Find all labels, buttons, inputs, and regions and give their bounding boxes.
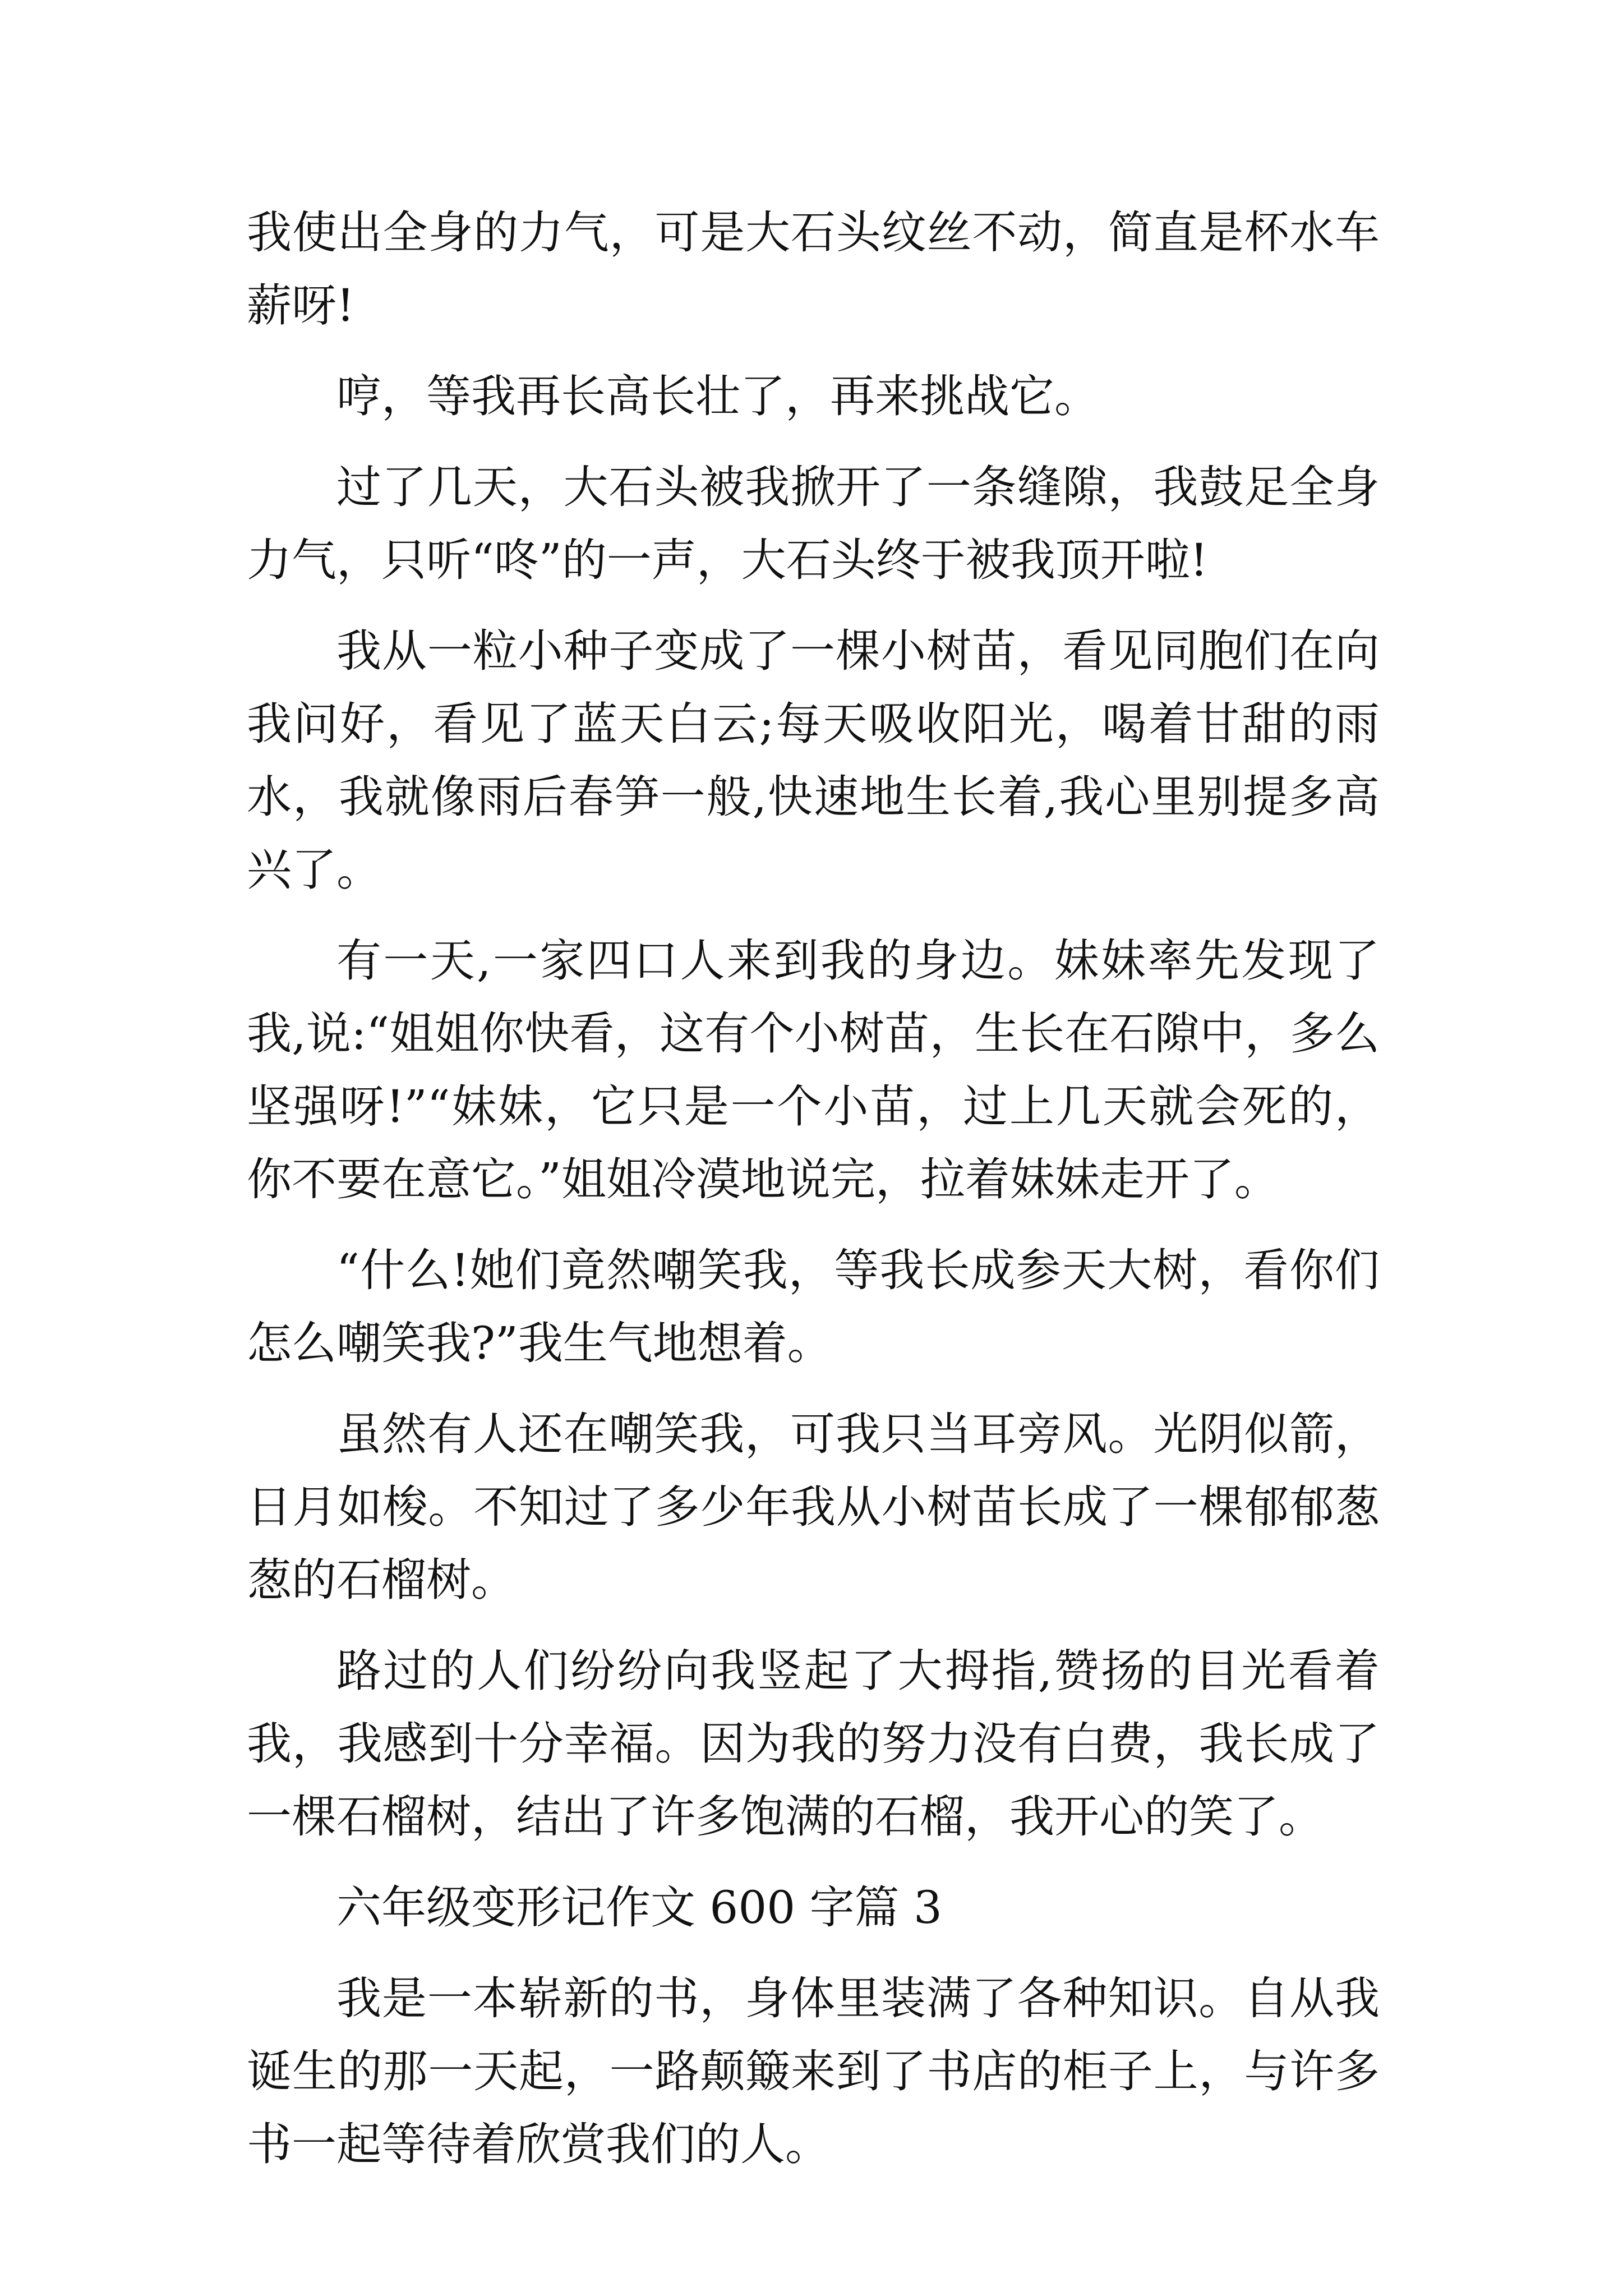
paragraph: 我使出全身的力气，可是大石头纹丝不动，简直是杯水车薪呀! — [247, 206, 1380, 332]
paragraph: 虽然有人还在嘲笑我，可我只当耳旁风。光阴似箭，日月如梭。不知过了多少年我从小树苗长成了一棵郁郁葱葱的石榴树。 — [247, 1408, 1380, 1606]
paragraph: 路过的人们纷纷向我竖起了大拇指,赞扬的目光看着我，我感到十分幸福。因为我的努力没有白费，我长成了一棵石榴树，结出了许多饱满的石榴，我开心的笑了。 — [247, 1645, 1380, 1843]
paragraph: 哼，等我再长高长壮了，再来挑战它。 — [336, 370, 1099, 422]
section-title: 六年级变形记作文 600 字篇 3 — [336, 1881, 942, 1934]
paragraph: “什么!她们竟然嘲笑我，等我长成参天大树，看你们怎么嘲笑我?”我生气地想着。 — [247, 1244, 1380, 1369]
paragraph: 我从一粒小种子变成了一棵小树苗，看见同胞们在向我问好，看见了蓝天白云;每天吸收阳光，喝着甘甜的雨水，我就像雨后春笋一般,快速地生长着,我心里别提多高兴了。 — [247, 625, 1380, 896]
paragraph: 有一天,一家四口人来到我的身边。妹妹率先发现了我,说:“姐姐你快看，这有个小树苗，生长在石隙中，多么坚强呀!”“妹妹，它只是一个小苗，过上几天就会死的，你不要在意它。”姐姐冷漠地说完，拉着妹妹走开了。 — [247, 935, 1380, 1205]
paragraph: 我是一本崭新的书，身体里装满了各种知识。自从我诞生的那一天起，一路颠簸来到了书店的柜子上，与许多书一起等待着欣赏我们的人。 — [247, 1972, 1380, 2170]
document-body — [247, 196, 1380, 2199]
paragraph: 过了几天，大石头被我掀开了一条缝隙，我鼓足全身力气，只听“咚”的一声，大石头终于被我顶开啦! — [247, 461, 1380, 586]
